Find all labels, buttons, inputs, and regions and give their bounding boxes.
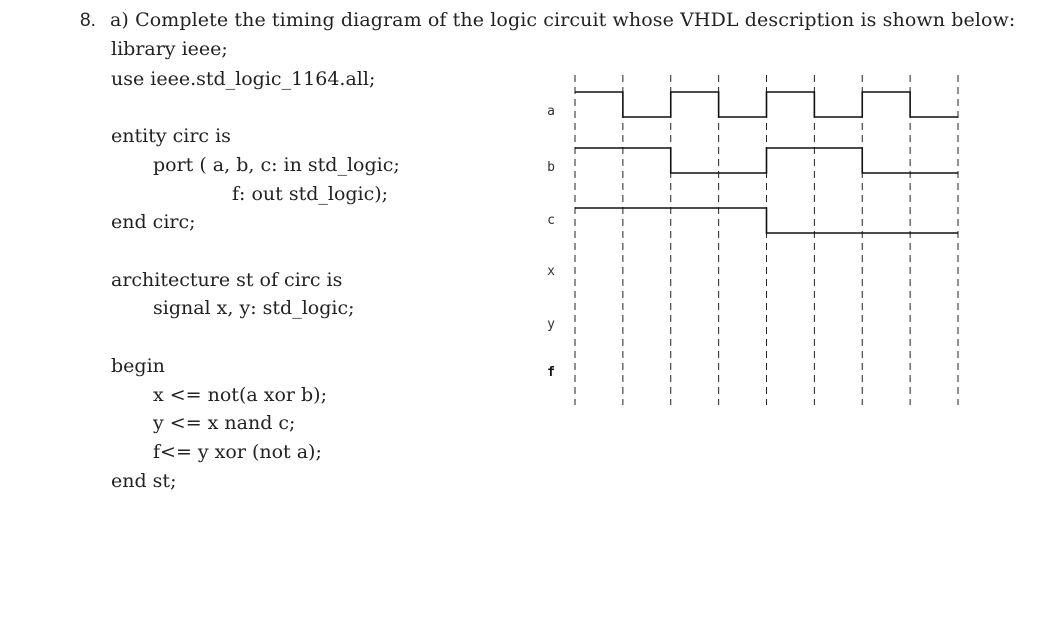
signal-label-f: f (547, 365, 555, 380)
signal-label-c: c (547, 213, 555, 228)
code-line-architecture: architecture st of circ is (111, 269, 343, 291)
signal-label-b: b (547, 160, 555, 175)
code-line-f-assign: f<= y xor (not a); (153, 441, 322, 463)
code-line-begin: begin (111, 355, 165, 377)
code-line-x-assign: x <= not(a xor b); (153, 384, 327, 406)
code-line-library: library ieee; (111, 38, 228, 60)
waveform-a (575, 92, 958, 117)
signal-label-a: a (547, 104, 555, 119)
waveform-c (575, 208, 958, 233)
waveform-b (575, 148, 958, 173)
code-line-entity: entity circ is (111, 125, 231, 147)
code-line-signal: signal x, y: std_logic; (153, 297, 355, 319)
code-line-end-entity: end circ; (111, 211, 196, 233)
signal-label-y: y (547, 317, 555, 332)
code-line-y-assign: y <= x nand c; (153, 412, 296, 434)
code-line-end-arch: end st; (111, 470, 177, 492)
signal-label-x: x (547, 264, 555, 279)
question-text: a) Complete the timing diagram of the logic circuit whose VHDL description is shown below: (110, 9, 1016, 31)
code-line-port: port ( a, b, c: in std_logic; (153, 154, 400, 176)
question-number: 8. (80, 10, 97, 31)
code-line-use: use ieee.std_logic_1164.all; (111, 68, 376, 90)
code-line-port-out: f: out std_logic); (232, 183, 389, 205)
